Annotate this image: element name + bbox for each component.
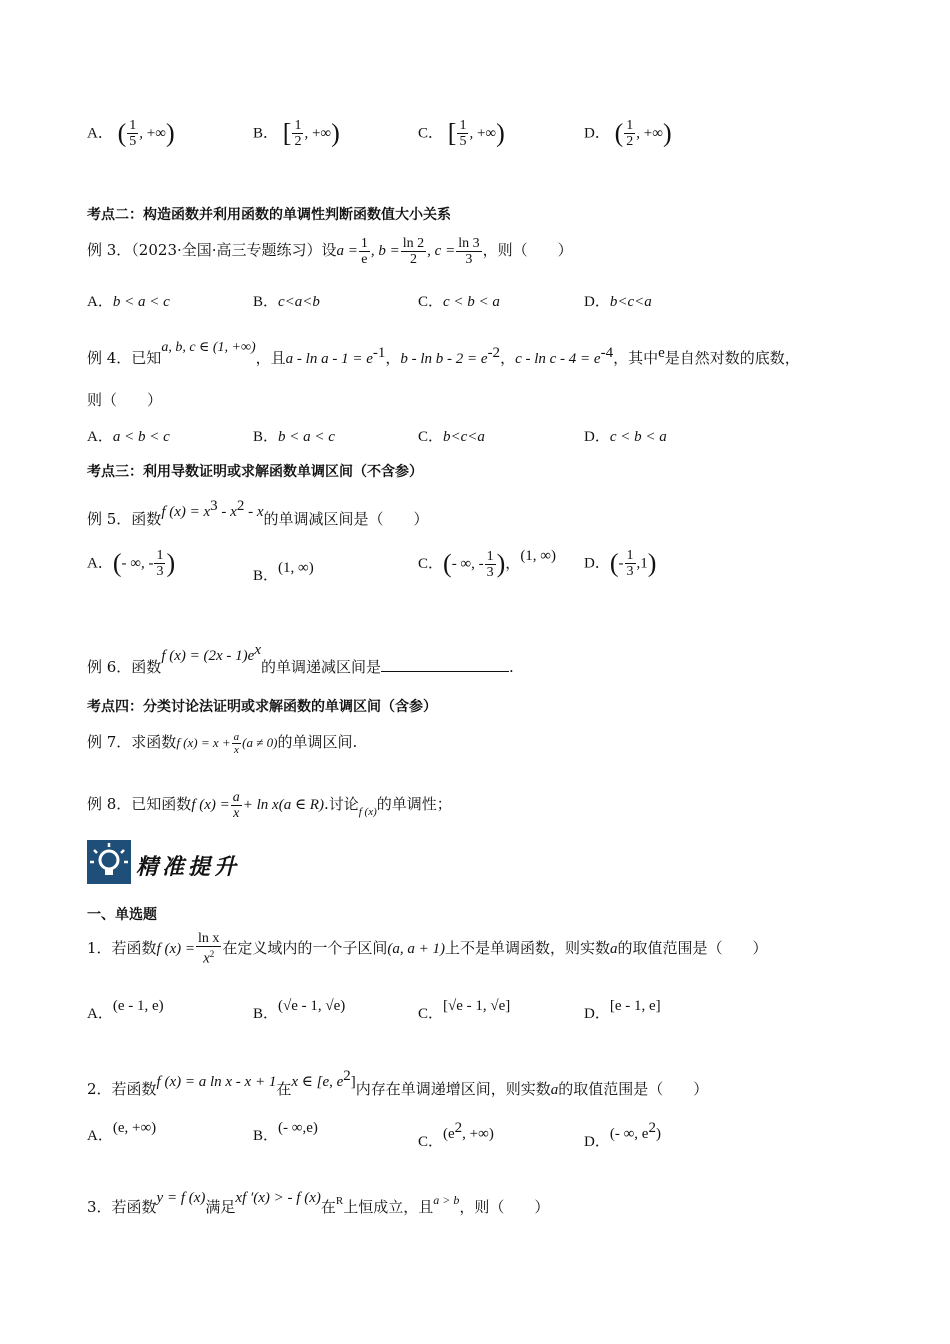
- ex5-option-d: D．(- $\frac{1}{3}$ ,1): [584, 548, 657, 579]
- bracket: ): [496, 118, 505, 148]
- numerator: 1: [459, 118, 467, 133]
- example-text: 的单调区间.: [277, 733, 358, 751]
- option-text: (1, ∞): [520, 548, 556, 564]
- denominator: 3: [486, 564, 494, 580]
- math: xf ′(x) > - f (x): [235, 1190, 321, 1206]
- numerator: 1: [156, 548, 164, 563]
- option-rest: , +∞: [636, 125, 663, 142]
- bracket: (: [117, 118, 127, 148]
- example-text: 的单调减区间是（ ）: [263, 510, 429, 528]
- fraction: [359, 236, 370, 267]
- bracket: ): [165, 118, 175, 148]
- question-1: [87, 928, 768, 969]
- numerator: ln x: [197, 931, 220, 947]
- denominator: x: [203, 950, 210, 967]
- option-text: c<a<b: [278, 294, 320, 310]
- denominator: 2: [409, 251, 417, 267]
- question-text: 2．若函数: [87, 1080, 157, 1098]
- q2-option-d: D．(- ∞, $e^2$): [584, 1120, 661, 1150]
- option-text: (1, ∞): [278, 560, 314, 576]
- math: , c =: [427, 243, 456, 259]
- example-text: 例 4．已知: [87, 349, 162, 367]
- denominator: 3: [465, 251, 473, 267]
- math: f (x) = x: [161, 504, 211, 520]
- option-label: A．: [87, 125, 113, 142]
- example-text: 例 7．求函数: [87, 733, 177, 751]
- math-sup: x: [254, 642, 261, 658]
- q2-option-c: C．($e^2$, +∞): [418, 1120, 494, 1150]
- math: a, b, c ∈ (1, +∞): [161, 340, 256, 355]
- denominator: 3: [156, 564, 164, 579]
- section-heading: 考点四：分类讨论法证明或求解函数的单调区间（含参）: [87, 699, 437, 715]
- ex3-option-a: A．b < a < c: [87, 294, 170, 310]
- fraction: [625, 548, 636, 579]
- question-2: [87, 1056, 708, 1110]
- option-text: (√e - 1, √e): [278, 998, 346, 1014]
- question-text: ，则（ ）: [459, 1198, 550, 1216]
- option-text: -: [618, 555, 624, 572]
- question-text: 在: [276, 1080, 292, 1098]
- example-text: ，且: [255, 349, 286, 367]
- option-rest: , +∞: [304, 125, 332, 142]
- numerator: 1: [129, 118, 137, 133]
- example-text: 例 8．已知函数: [87, 795, 192, 813]
- option-text: ，: [505, 554, 521, 572]
- question-text: 的取值范围是（ ）: [558, 1080, 709, 1098]
- banner-title: 精准提升: [136, 855, 241, 880]
- ex2-option-a: [87, 118, 175, 149]
- example-text: 的单调性；: [376, 795, 452, 813]
- denominator: x: [233, 805, 240, 821]
- math: c - ln c - 4 = e: [515, 351, 601, 367]
- math: R: [335, 1195, 344, 1207]
- question-3: [87, 1178, 549, 1227]
- option-text: ,1: [636, 555, 648, 572]
- math: f (x) = a ln x - x + 1: [156, 1074, 277, 1090]
- fraction: [401, 236, 426, 267]
- q2-option-b: B．(- ∞,e): [253, 1120, 318, 1144]
- math: ]: [350, 1074, 356, 1090]
- fraction: [231, 790, 242, 821]
- math: b - ln b - 2 = e: [400, 351, 488, 367]
- math: f (x) =: [191, 797, 230, 813]
- ex2-option-d: [584, 118, 672, 149]
- math: a: [610, 941, 618, 957]
- fraction: [485, 549, 496, 580]
- answer-blank[interactable]: [381, 657, 509, 672]
- math-sup: 2: [209, 949, 215, 960]
- math-sup: 3: [210, 498, 218, 514]
- math: f (x): [358, 806, 377, 818]
- question-text: 内存在单调递增区间，则实数: [355, 1080, 551, 1098]
- bracket: ): [331, 118, 340, 148]
- fraction: [232, 731, 242, 756]
- section-heading: 考点三：利用导数证明或求解函数单调区间（不含参）: [87, 464, 423, 480]
- question-text: 3．若函数: [87, 1198, 157, 1216]
- part-heading: 一、单选题: [87, 907, 157, 923]
- q1-option-d: D．[e - 1, e]: [584, 998, 661, 1022]
- fraction: [457, 118, 468, 149]
- math: f (x) = (2x - 1)e: [161, 648, 255, 664]
- example-7: [87, 722, 357, 763]
- math: a =: [336, 243, 358, 259]
- numerator: a: [232, 789, 240, 805]
- option-text: b<c<a: [609, 294, 652, 310]
- option-text: - ∞, -: [121, 555, 154, 572]
- option-text: (- ∞,e): [278, 1120, 318, 1136]
- bracket: (: [614, 118, 624, 148]
- math-sup: e: [658, 345, 665, 361]
- math-sup: -2: [487, 345, 501, 361]
- math: f (x) = x +: [176, 735, 231, 750]
- question-text: 上不是单调函数，则实数: [445, 939, 611, 957]
- denominator: x: [233, 743, 239, 756]
- option-text: - ∞, -: [451, 556, 484, 572]
- fraction: [196, 931, 221, 967]
- bracket: [: [447, 118, 457, 148]
- example-text: 的单调递减区间是: [260, 658, 381, 676]
- ex4-option-c: C．b<c<a: [418, 429, 485, 445]
- numerator: a: [233, 730, 240, 743]
- question-text: 上恒成立，且: [343, 1198, 434, 1216]
- math-sup: 2: [236, 498, 245, 514]
- math: a: [550, 1082, 559, 1098]
- option-text: (e - 1, e): [112, 998, 164, 1014]
- q1-option-c: C．[√e - 1, √e]: [418, 998, 511, 1022]
- numerator: ln 2: [402, 235, 425, 251]
- denominator: 5: [129, 134, 137, 149]
- question-text: 在: [320, 1198, 336, 1216]
- ex3-option-c: C．c < b < a: [418, 294, 500, 310]
- example-text: ，则（ ）: [482, 241, 573, 259]
- numerator: 1: [294, 118, 302, 133]
- q1-option-a: A．(e - 1, e): [87, 998, 164, 1022]
- example-text: ，其中: [613, 349, 659, 367]
- example-text: 例 3．（2023·全国·高三专题练习）设: [87, 241, 337, 259]
- bracket: ): [662, 118, 672, 148]
- fraction: [624, 118, 635, 149]
- fraction: [154, 548, 165, 579]
- math-sup: 2: [343, 1068, 351, 1084]
- q1-option-b: B．(√e - 1, √e): [253, 998, 346, 1022]
- example-text: 是自然对数的底数，: [664, 349, 800, 367]
- option-text: c < b < a: [443, 294, 500, 310]
- math: - x: [217, 504, 237, 520]
- example-text: 例 6．函数: [87, 658, 162, 676]
- numerator: ln 3: [458, 235, 480, 251]
- option-text: a < b < c: [112, 429, 170, 445]
- question-text: 在定义域内的一个子区间: [222, 939, 388, 957]
- denominator: 3: [626, 564, 634, 579]
- option-label: D．: [584, 125, 610, 142]
- example-8: [87, 784, 452, 832]
- question-text: 1．若函数: [87, 939, 157, 957]
- option-text: ): [655, 1126, 661, 1142]
- option-label: B．: [253, 125, 279, 142]
- ex3-option-d: D．b<c<a: [584, 294, 652, 310]
- math: (a, a + 1): [387, 941, 446, 957]
- option-text: , +∞): [462, 1126, 494, 1142]
- ex4-option-b: B．b < a < c: [253, 429, 335, 445]
- fraction: [456, 236, 481, 267]
- denominator: 2: [626, 134, 634, 149]
- lightbulb-icon: [87, 840, 131, 884]
- question-text: 满足: [205, 1198, 236, 1216]
- example-5: [87, 488, 429, 537]
- example-4: 例 4．已知a, b, c ∈ (1, +∞)，且$a - \ln a - 1 = e^{-1}$，$b - \ln b - 2 = e^{-2}$，$c - \ln c - 4 = e^{-4}$，其中$^e$是自然对数的底数，: [87, 340, 800, 367]
- math: , b =: [370, 243, 400, 259]
- option-text: (e, +∞): [112, 1120, 157, 1136]
- math: a > b: [433, 1193, 460, 1207]
- math: x ∈ [e, e: [291, 1074, 344, 1090]
- option-text: [e - 1, e]: [609, 998, 661, 1014]
- math-sup: 2: [648, 1120, 656, 1136]
- math: - x: [244, 504, 264, 520]
- math: y = f (x): [156, 1190, 206, 1206]
- denominator: 2: [294, 134, 302, 149]
- math-sup: 2: [454, 1120, 463, 1136]
- option-text: (- ∞, e: [609, 1126, 649, 1142]
- ex5-option-b: B．(1, ∞): [253, 560, 314, 584]
- math: + ln x(a ∈ R): [242, 797, 324, 813]
- option-label: C．: [418, 125, 444, 142]
- bracket: [: [282, 118, 292, 148]
- math: (a ≠ 0): [242, 735, 278, 750]
- ex2-option-c: [418, 118, 505, 149]
- example-3: [87, 232, 573, 269]
- ex5-option-c: C．(- ∞, - $\frac{1}{3}$ )，(1, ∞): [418, 548, 556, 580]
- denominator: 5: [459, 134, 467, 149]
- option-text: b < a < c: [278, 429, 335, 445]
- math: f (x) =: [156, 941, 195, 957]
- numerator: 1: [626, 118, 634, 133]
- math-sup: -1: [372, 345, 386, 361]
- fraction: [292, 118, 303, 149]
- example-text: 例 5．函数: [87, 510, 162, 528]
- example-text: 则（ ）: [87, 391, 163, 409]
- math: a - ln a - 1 = e: [285, 351, 373, 367]
- option-text: [√e - 1, √e]: [443, 998, 511, 1014]
- math-sup: -4: [600, 345, 614, 361]
- denominator: e: [361, 251, 368, 267]
- example-text: .讨论: [323, 795, 359, 813]
- option-rest: , +∞: [469, 125, 497, 142]
- question-text: 的取值范围是（ ）: [617, 939, 768, 957]
- option-text: b<c<a: [443, 429, 485, 445]
- example-text: .: [509, 658, 514, 676]
- option-rest: , +∞: [139, 125, 166, 142]
- numerator: 1: [626, 548, 634, 563]
- q2-option-a: A．(e, +∞): [87, 1120, 157, 1144]
- ex4-option-a: A．a < b < c: [87, 429, 170, 445]
- section-heading: 考点二：构造函数并利用函数的单调性判断函数值大小关系: [87, 207, 451, 223]
- ex3-option-b: B．c<a<b: [253, 294, 320, 310]
- option-text: b < a < c: [112, 294, 170, 310]
- ex4-option-d: D．c < b < a: [584, 429, 667, 445]
- option-text: c < b < a: [609, 429, 667, 445]
- example-6: [87, 630, 514, 687]
- numerator: 1: [360, 235, 368, 251]
- ex2-option-b: [253, 118, 340, 149]
- ex5-option-a: A．(- ∞, - $\frac{1}{3}$ ): [87, 548, 176, 579]
- option-text: (e: [443, 1126, 455, 1142]
- fraction: [127, 118, 138, 149]
- numerator: 1: [486, 548, 494, 564]
